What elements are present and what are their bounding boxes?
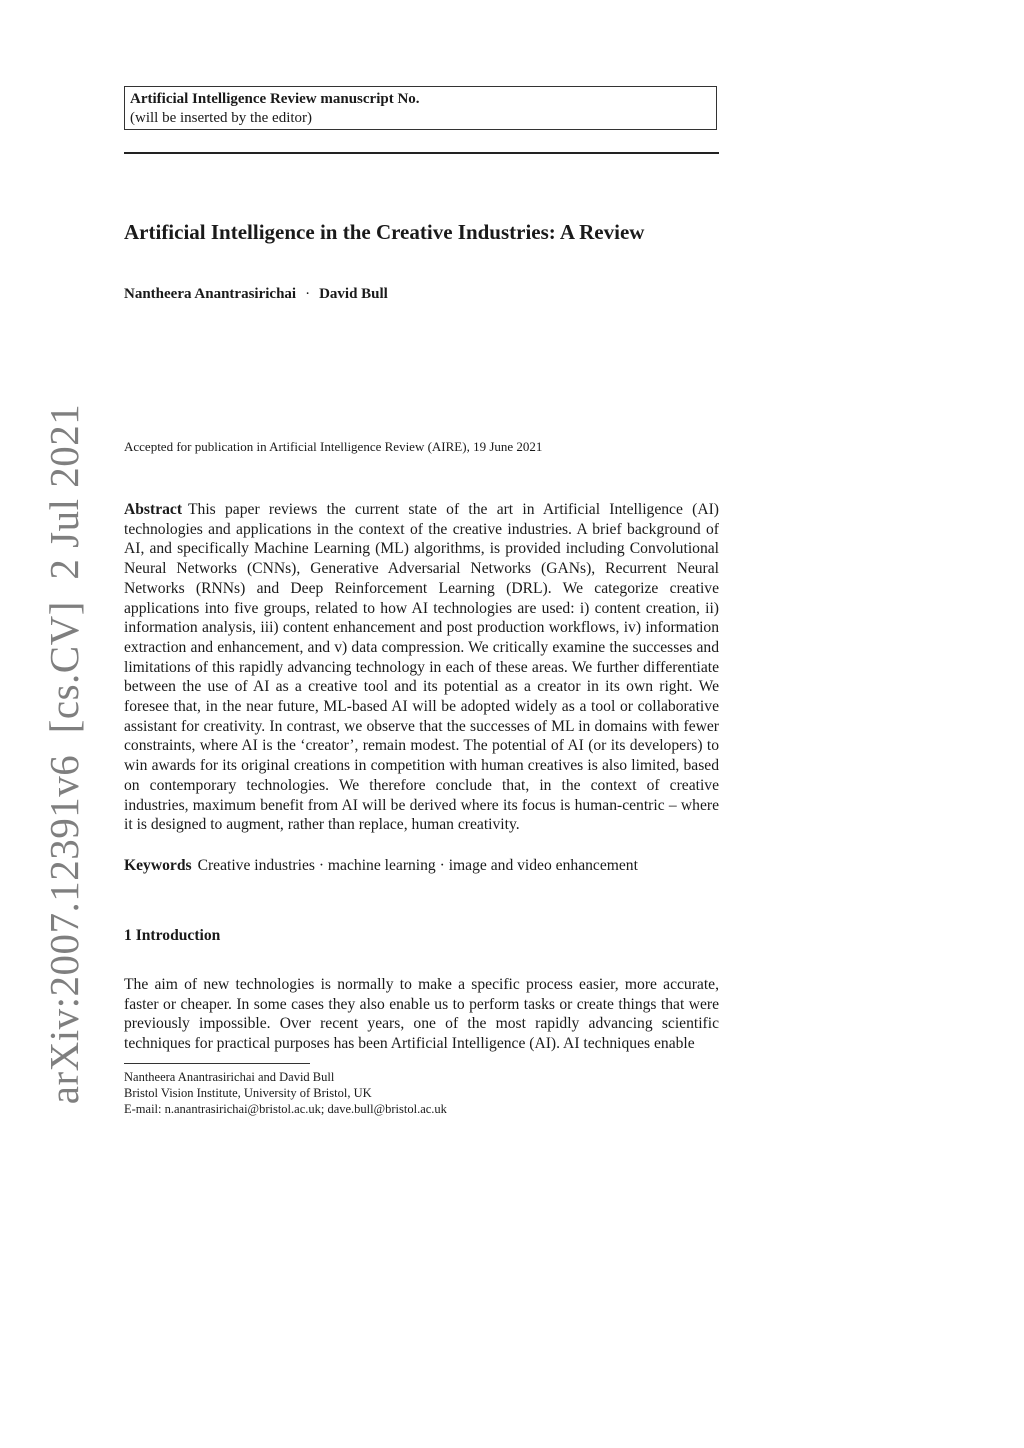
abstract-label: Abstract (124, 501, 183, 518)
keywords-label: Keywords (124, 857, 192, 874)
section-heading: 1 Introduction (124, 927, 221, 944)
footnote-names: Nantheera Anantrasirichai and David Bull (124, 1070, 335, 1084)
author-list (124, 284, 388, 304)
footnote-rule (124, 1063, 310, 1064)
paper-title: Artificial Intelligence in the Creative Industries: A Review (124, 220, 645, 244)
footnote (124, 1069, 447, 1117)
acceptance-note: Accepted for publication in Artificial Intelligence Review (AIRE), 19 June 2021 (124, 439, 543, 454)
author-name: David Bull (319, 286, 388, 302)
header-rule (124, 152, 719, 154)
editor-note: (will be inserted by the editor) (130, 110, 313, 126)
intro-paragraph: The aim of new technologies is normally to make a specific process easier, more accurate, faster or cheaper. In some cases they also enable us to perform tasks or create things that were previously impossible. Over recent years, one of the most rapidly advancing scientific techniques for practical purposes has been Artificial Intelligence (AI). AI techniques enable (124, 976, 719, 1053)
keywords-text: Creative industries · machine learning · image and video enhancement (197, 857, 638, 874)
abstract-text: This paper reviews the current state of the art in Artificial Intelligence (AI) technologies and applications in the context of the creative industries. A brief background of AI, and specifically Machine Learning (ML) algorithms, is provided including Convolutional Neural Networks (CNNs), Generative Adversarial Networks (GANs), Recurrent Neural Networks (RNNs) and Deep Reinforcement Learning (DRL). We categorize creative applications into five groups, related to how AI technologies are used: i) content creation, ii) information analysis, iii) content enhancement and post production workflows, iv) information extraction and enhancement, and v) data compression. We critically examine the successes and limitations of this rapidly advancing technology in each of these areas. We further differentiate between the use of AI as a creative tool and its potential as a creator in its own right. We foresee that, in the near future, ML-based AI will be adopted widely as a tool or collaborative assistant for creativity. In contrast, we observe that the successes of ML in domains with fewer constraints, where AI is the ‘creator’, remain modest. The potential of AI (or its developers) to win awards for its original creations in competition with human creatives is also limited, based on contemporary technologies. We therefore conclude that, in the context of creative industries, maximum benefit from AI will be derived where its focus is human-centric – where it is designed to augment, rather than replace, human creativity. (124, 501, 719, 834)
footnote-email: E-mail: n.anantrasirichai@bristol.ac.uk; dave.bull@bristol.ac.uk (124, 1102, 447, 1116)
keywords (124, 856, 638, 876)
author-name: Nantheera Anantrasirichai (124, 286, 297, 302)
author-separator: · (305, 286, 311, 302)
abstract (124, 500, 719, 835)
footnote-affiliation: Bristol Vision Institute, University of Bristol, UK (124, 1086, 372, 1100)
arxiv-stamp: arXiv:2007.12391v6 [cs.CV] 2 Jul 2021 (41, 403, 87, 1105)
manuscript-header-box (124, 86, 717, 130)
journal-name: Artificial Intelligence Review manuscript No. (130, 91, 420, 107)
